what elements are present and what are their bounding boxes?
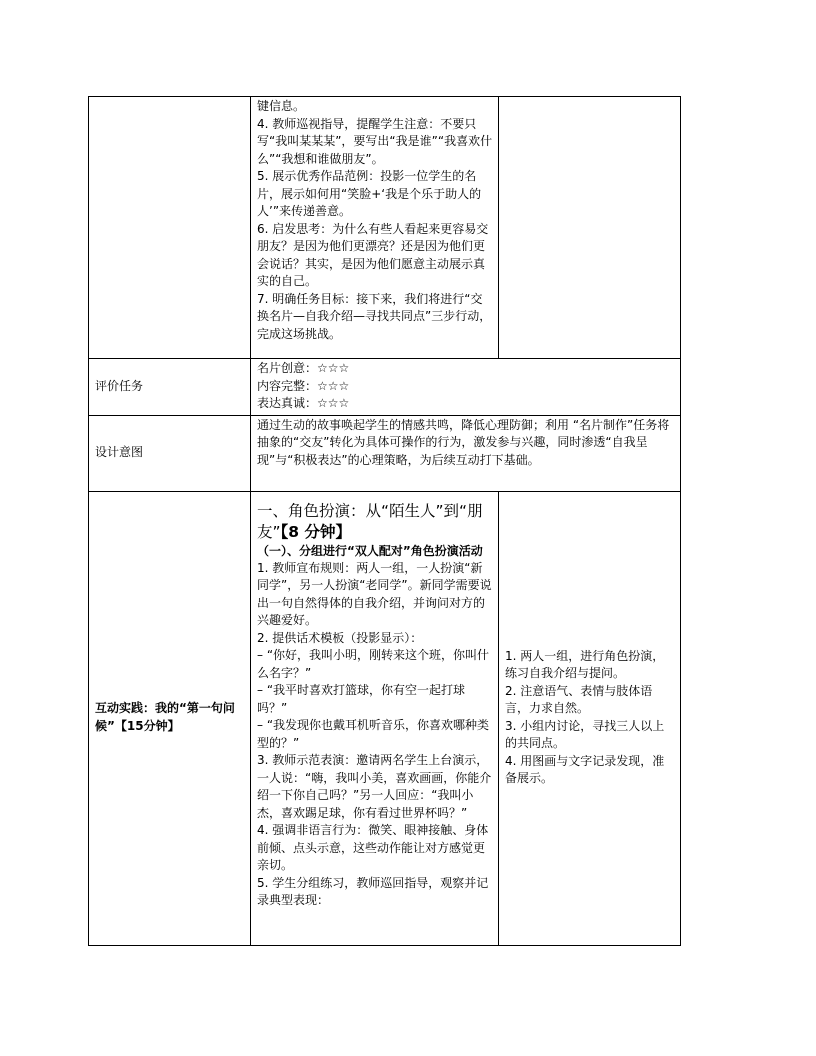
- section-heading-text: 一、角色扮演：从“陌生人”到“朋友”: [257, 501, 483, 541]
- text-line: 5. 展示优秀作品范例：投影一位学生的名片，展示如何用“笑脸+‘我是个乐于助人的人’”来传递善意。: [257, 169, 482, 218]
- design-intent-cell: 通过生动的故事唤起学生的情感共鸣，降低心理防御；利用 “名片制作”任务将抽象的“交友”转化为具体可操作的行为，激发参与兴趣，同时渗透“自我呈现”与“积极表达”的心理策略，为后续互动打下基础。: [251, 415, 681, 491]
- text-line: – “我发现你也戴耳机听音乐，你喜欢哪种类型的？”: [257, 718, 490, 750]
- row-label-interactive-practice: 互动实践：我的“第一句问候”【15分钟】: [89, 491, 251, 945]
- text-line: 4. 教师巡视指导，提醒学生注意：不要只写“我叫某某某”，要写出“我是谁”“我喜欢什么”“我想和谁做朋友”。: [257, 116, 493, 166]
- star-rating: ☆☆☆: [317, 361, 350, 375]
- text-line: – “我平时喜欢打篮球，你有空一起打球吗？”: [257, 683, 466, 715]
- row-label-design-intent: 设计意图: [89, 415, 251, 491]
- text-line: 键信息。: [257, 99, 306, 113]
- text-line: 1. 两人一组，进行角色扮演，练习自我介绍与提问。: [505, 648, 665, 680]
- rating-item: [257, 395, 676, 413]
- table-row: [89, 359, 681, 416]
- text-line: 4. 强调非语言行为：微笑、眼神接触、身体前倾、点头示意，这些动作能让对方感觉更亲切。: [257, 823, 489, 872]
- section-heading-time: 【8 分钟】: [280, 522, 351, 541]
- row-label: [89, 97, 251, 359]
- rating-name: 表达真诚：: [257, 396, 318, 410]
- row-label-evaluation: 评价任务: [89, 359, 251, 416]
- text-line: 1. 教师宣布规则：两人一组，一人扮演“新同学”，另一人扮演“老同学”。新同学需要说出一句自然得体的自我介绍，并询问对方的兴趣爱好。: [257, 560, 492, 627]
- table-row: [89, 415, 681, 491]
- text-line: 4. 用图画与文字记录发现，准备展示。: [505, 753, 665, 785]
- star-rating: ☆☆☆: [317, 396, 350, 410]
- table-row: [89, 491, 681, 945]
- text-line: 3. 教师示范表演：邀请两名学生上台演示，一人说：“嗨，我叫小美，喜欢画画，你能介绍一下你自己吗？”另一人回应：“我叫小杰，喜欢踢足球，你有看过世界杯吗？”: [257, 753, 492, 820]
- text-line: 5. 学生分组练习，教师巡回指导，观察并记录典型表现：: [257, 875, 489, 907]
- text-line: 7. 明确任务目标：接下来，我们将进行“交换名片—自我介绍—寻找共同点”三步行动，完成这场挑战。: [257, 291, 492, 341]
- evaluation-cell: [251, 359, 681, 416]
- text-line: 3. 小组内讨论，寻找三人以上的共同点。: [505, 718, 665, 750]
- text-line: 6. 启发思考：为什么有些人看起来更容易交朋友？是因为他们更漂亮？还是因为他们更会说话？其实，是因为他们愿意主动展示真实的自己。: [257, 221, 489, 288]
- teacher-activity-cell: [251, 97, 499, 359]
- star-rating: ☆☆☆: [317, 378, 350, 393]
- text-line: – “你好，我叫小明，刚转来这个班，你叫什么名字？”: [257, 648, 490, 680]
- text-line: 2. 注意语气、表情与肢体语言，力求自然。: [505, 683, 653, 715]
- rating-name: 内容完整：: [257, 378, 318, 393]
- lesson-plan-table: [88, 96, 681, 946]
- section-subheading: （一）、分组进行“双人配对”角色扮演活动: [257, 543, 483, 558]
- rating-item: [257, 360, 676, 378]
- table-row: [89, 97, 681, 359]
- student-activity-cell: [499, 491, 681, 945]
- rating-item: [257, 378, 676, 396]
- student-activity-cell: [499, 97, 681, 359]
- teacher-activity-cell: [251, 491, 499, 945]
- section-heading: [257, 501, 494, 543]
- text-line: 2. 提供话术模板（投影显示）：: [257, 630, 423, 645]
- rating-name: 名片创意：: [257, 361, 318, 375]
